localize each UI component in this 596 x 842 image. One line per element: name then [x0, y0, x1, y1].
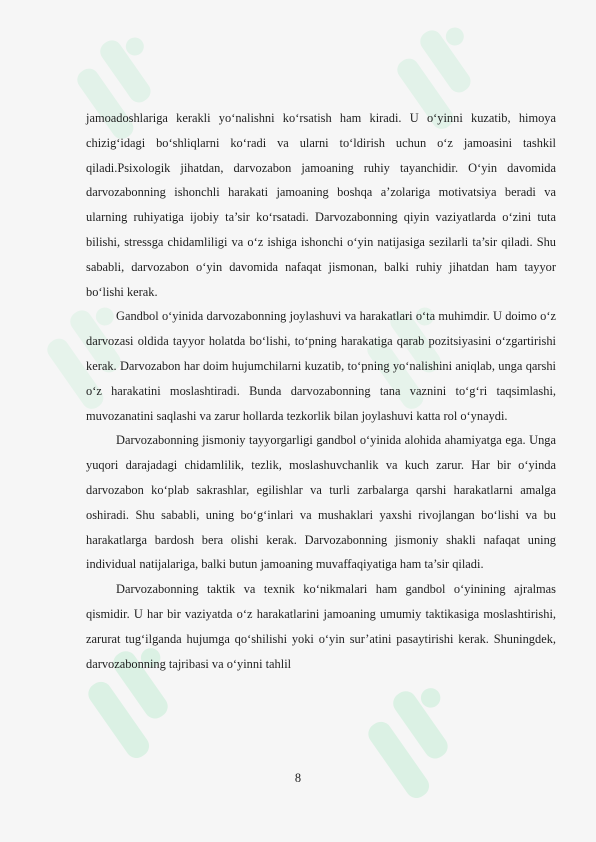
watermark-logo-bottom-right — [360, 680, 480, 810]
body-text — [86, 106, 556, 676]
paragraph-3: Darvozabonning jismoniy tayyorgarligi gandbol o‘yinida alohida ahamiyatga ega. Unga yuqori darajadagi chidamlilik, tezlik, moslashuvchanlik va kuch zarur. Har bir o‘yinda darvozabon ko‘plab sakrashlar, egilishlar va turli zarbalarga qarshi harakatlarni amalga oshiradi. Shu sababli, uning bo‘g‘inlari va mushaklari yaxshi rivojlangan bo‘lishi va bu harakatlarga bardosh bera olishi kerak. Darvozabonning jismoniy shakli nafaqat uning individual natijalariga, balki butun jamoaning muvaffaqiyatiga ham ta’sir qiladi. — [86, 433, 556, 572]
paragraph-4: Darvozabonning taktik va texnik ko‘nikmalari ham gandbol o‘yinining ajralmas qismidir. U har bir vaziyatda o‘z harakatlarini jamoaning umumiy taktikasiga moslashtirishi, zarurat tug‘ilganda hujumga qo‘shilishi yoki o‘yin sur’atini pasaytirishi kerak. Shuningdek, darvozabonning tajribasi va o‘yinni tahlil — [86, 582, 556, 671]
paragraph-2: Gandbol o‘yinida darvozabonning joylashuvi va harakatlari o‘ta muhimdir. U doimo o‘z darvozasi oldida tayyor holatda bo‘lishi, to‘pning harakatiga qarab pozitsiyasini o‘zgartirishi kerak. Darvozabon har doim hujumchilarni kuzatib, to‘pning yo‘nalishini aniqlab, unga qarshi o‘z harakatini moslashtiradi. Bunda darvozabonning tana vaznini to‘g‘ri taqsimlashi, muvozanatini saqlashi va zarur hollarda tezkorlik bilan joylashuvi katta rol o‘ynaydi. — [86, 309, 556, 423]
page-number: 8 — [294, 771, 302, 785]
paragraph-1: jamoadoshlariga kerakli yo‘nalishni ko‘rsatish ham kiradi. U o‘yinni kuzatib, himoya chizig‘idagi bo‘shliqlarni ko‘radi va ularni to‘ldirish uchun o‘z jamoasini tashkil qiladi.Psixologik jihatdan, darvozabon jamoaning ruhiy tayanchidir. O‘yin davomida darvozabonning ishonchli harakati jamoaning boshqa a’zolariga motivatsiya beradi va ularning ruhiyatiga ijobiy ta’sir ko‘rsatadi. Darvozabonning qiyin vaziyatlarda o‘zini tuta bilishi, stressga chidamliligi va o‘z ishiga ishonchi o‘yin natijasiga sezilarli ta’sir qiladi. Shu sababli, darvozabon o‘yin davomida nafaqat jismonan, balki ruhiy jihatdan ham tayyor bo‘lishi kerak. — [86, 111, 556, 299]
